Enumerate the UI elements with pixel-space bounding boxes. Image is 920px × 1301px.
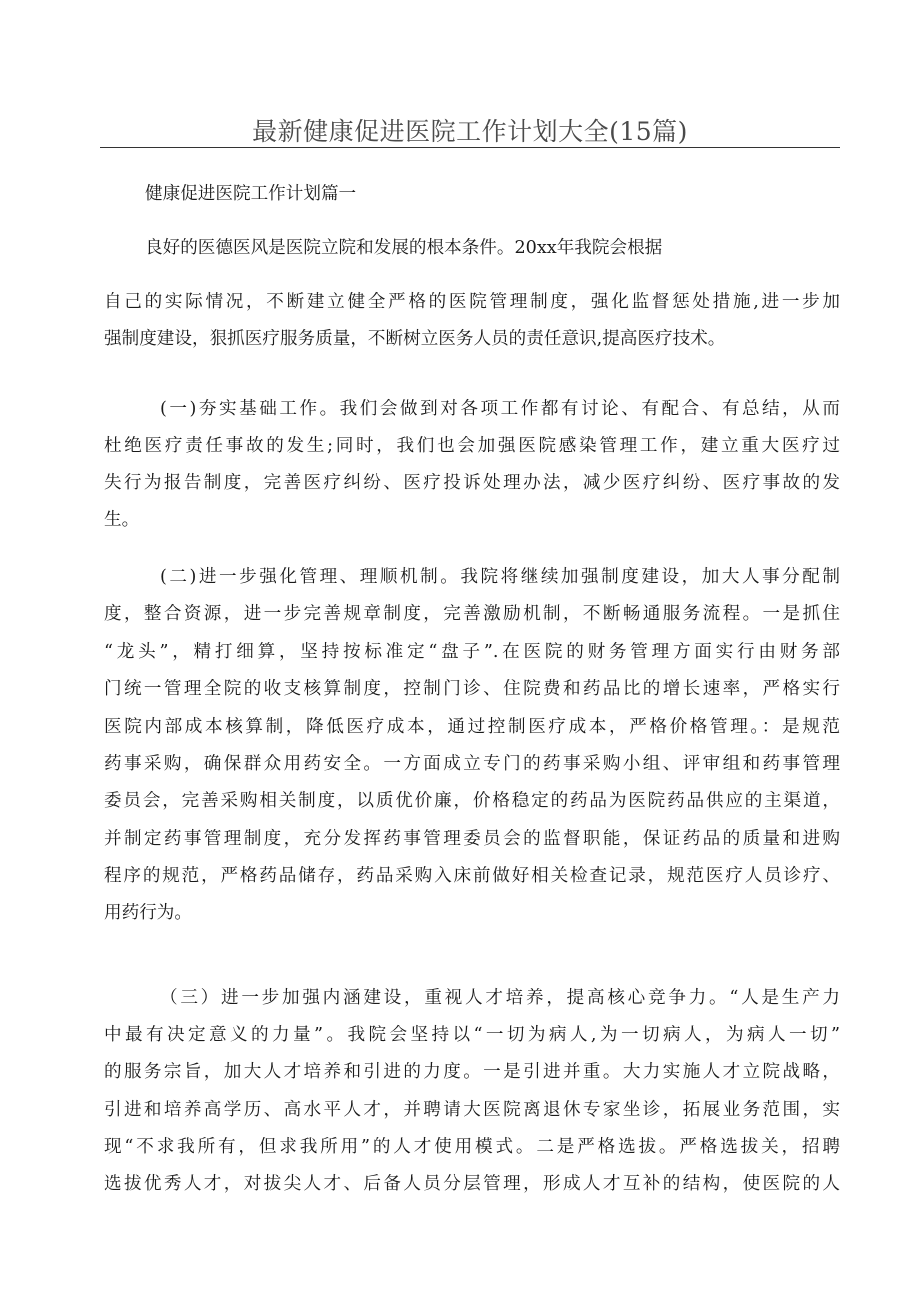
para2-line: 并制定药事管理制度，充分发挥药事管理委员会的监督职能，保证药品的质量和进购 (104, 829, 840, 849)
para1-line: 生。 (104, 510, 140, 530)
para2-line: 药事采购，确保群众用药安全。一方面成立专门的药事采购小组、评审组和药事管理 (104, 754, 840, 774)
para3-line: （三）进一步加强内涵建设，重视人才培养，提高核心竞争力。“人是生产力 (160, 988, 840, 1008)
para2-line: 程序的规范，严格药品储存，药品采购入床前做好相关检查记录，规范医疗人员诊疗、 (104, 866, 840, 886)
para3-line: 引进和培养高学历、高水平人才，并聘请大医院离退休专家坐诊，拓展业务范围，实 (104, 1100, 840, 1120)
para2-line: 委员会，完善采购相关制度，以质优价廉，价格稳定的药品为医院药品供应的主渠道， (104, 791, 840, 811)
para3-line: 的服务宗旨，加大人才培养和引进的力度。一是引进并重。大力实施人才立院战略， (104, 1062, 840, 1082)
para1-line: 杜绝医疗责任事故的发生;同时，我们也会加强医院感染管理工作，建立重大医疗过 (104, 436, 840, 456)
para1-line: (一)夯实基础工作。我们会做到对各项工作都有讨论、有配合、有总结，从而 (160, 399, 840, 419)
para3-line: 选拔优秀人才，对拔尖人才、后备人员分层管理，形成人才互补的结构，使医院的人 (104, 1174, 840, 1194)
para3-line: 现“不求我所有，但求我所用”的人才使用模式。二是严格选拔。严格选拔关，招聘 (104, 1137, 840, 1157)
document-title: 最新健康促进医院工作计划大全(15篇) (252, 117, 688, 146)
intro-line: 良好的医德医风是医院立院和发展的根本条件。20xx年我院会根据 (145, 238, 663, 258)
para2-line: (二)进一步强化管理、理顺机制。我院将继续加强制度建设，加大人事分配制 (160, 567, 840, 587)
intro-para-line: 自己的实际情况，不断建立健全严格的医院管理制度，强化监督惩处措施,进一步加 (104, 292, 840, 312)
para2-line: “龙头”，精打细算，坚持按标准定“盘子”.在医院的财务管理方面实行由财务部 (104, 642, 840, 662)
para2-line: 度，整合资源，进一步完善规章制度，完善激励机制，不断畅通服务流程。一是抓住 (104, 604, 840, 624)
intro-para-line: 强制度建设，狠抓医疗服务质量，不断树立医务人员的责任意识,提高医疗技术。 (104, 329, 726, 349)
para1-line: 失行为报告制度，完善医疗纠纷、医疗投诉处理办法，减少医疗纠纷、医疗事故的发 (104, 473, 840, 493)
para2-line: 用药行为。 (104, 903, 192, 923)
para2-line: 医院内部成本核算制，降低医疗成本，通过控制医疗成本，严格价格管理。：是规范 (104, 717, 840, 737)
section-heading: 健康促进医院工作计划篇一 (145, 184, 357, 204)
para2-line: 门统一管理全院的收支核算制度，控制门诊、住院费和药品比的增长速率，严格实行 (104, 679, 840, 699)
para3-line: 中最有决定意义的力量”。我院会坚持以“一切为病人,为一切病人，为病人一切” (104, 1025, 840, 1045)
title-underline (100, 147, 840, 148)
